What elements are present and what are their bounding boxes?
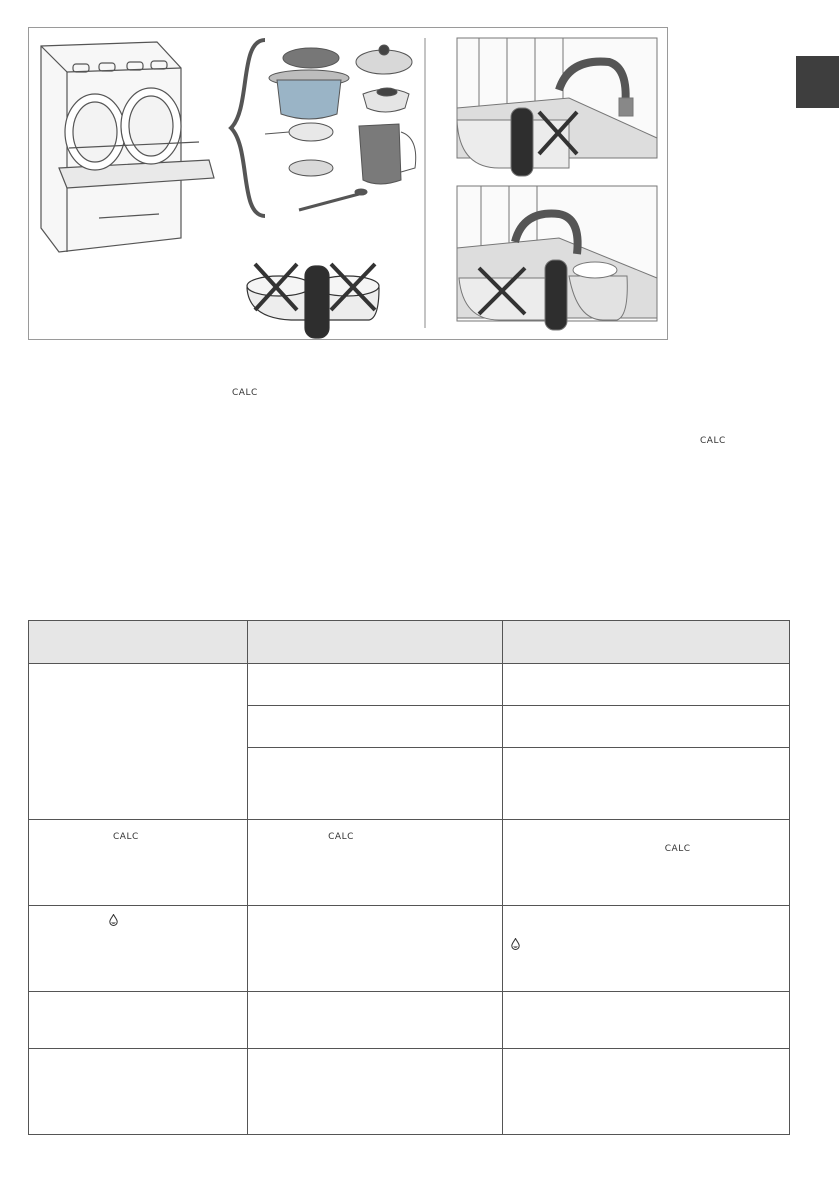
table-cell bbox=[248, 906, 503, 992]
table-cell bbox=[29, 664, 248, 820]
table-cell bbox=[502, 1049, 789, 1135]
table-header-cell bbox=[248, 621, 503, 664]
table-cell bbox=[248, 664, 503, 706]
calc-label: CALC bbox=[113, 832, 139, 842]
appliance-crossed-illustration bbox=[247, 264, 379, 338]
table-cell bbox=[502, 664, 789, 706]
table-cell bbox=[248, 992, 503, 1049]
table-cell bbox=[29, 906, 248, 992]
calc-label: CALC bbox=[328, 832, 354, 842]
calc-label: CALC bbox=[232, 388, 258, 398]
table-header-cell bbox=[29, 621, 248, 664]
water-drop-icon bbox=[109, 914, 118, 926]
table-cell bbox=[502, 748, 789, 820]
table-row bbox=[29, 1049, 790, 1135]
dishwasher-illustration bbox=[41, 42, 214, 252]
water-drop-icon bbox=[511, 938, 520, 950]
table-row bbox=[29, 820, 790, 906]
table-cell bbox=[29, 992, 248, 1049]
table-cell bbox=[248, 748, 503, 820]
accessories-illustration bbox=[265, 45, 416, 210]
tap-crossed-illustration bbox=[457, 38, 657, 176]
calc-label: CALC bbox=[664, 844, 691, 854]
table-row bbox=[29, 992, 790, 1049]
table-cell bbox=[248, 706, 503, 748]
table-row bbox=[29, 906, 790, 992]
table-cell bbox=[29, 820, 248, 906]
troubleshooting-table bbox=[28, 620, 790, 1135]
language-tab-light bbox=[796, 30, 839, 56]
table-cell bbox=[502, 706, 789, 748]
cleaning-illustration bbox=[28, 27, 668, 340]
table-row bbox=[29, 664, 790, 706]
table-cell bbox=[502, 906, 789, 992]
table-cell bbox=[502, 820, 789, 906]
calc-label: CALC bbox=[700, 436, 726, 446]
table-cell bbox=[248, 1049, 503, 1135]
table-cell bbox=[248, 820, 503, 906]
table-header-row bbox=[29, 621, 790, 664]
table-cell bbox=[29, 1049, 248, 1135]
tap-crossed-illustration-2 bbox=[457, 186, 657, 330]
brace-mark bbox=[231, 40, 265, 216]
table-cell bbox=[502, 992, 789, 1049]
table-header-cell bbox=[502, 621, 789, 664]
